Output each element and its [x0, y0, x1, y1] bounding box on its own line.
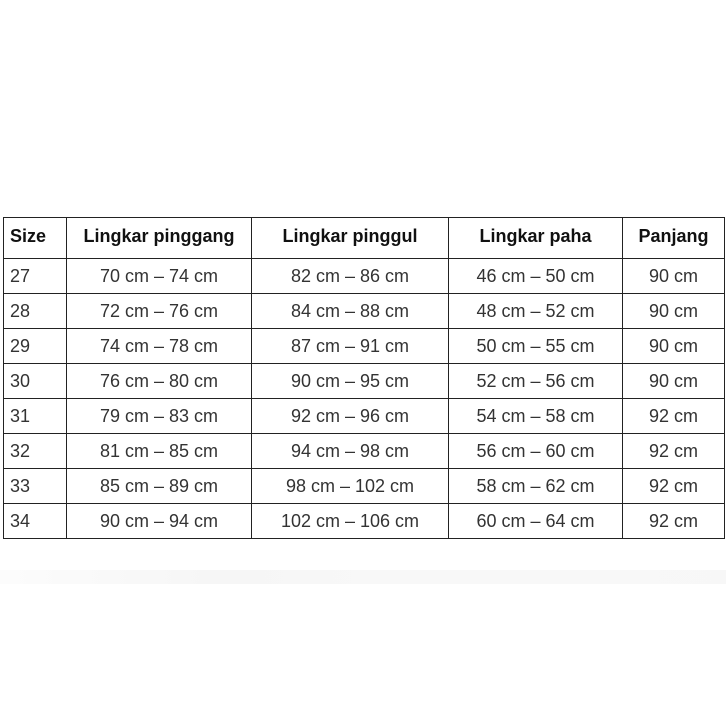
header-size: Size	[4, 218, 67, 259]
cell-thigh: 60 cm – 64 cm	[449, 504, 623, 539]
cell-thigh: 58 cm – 62 cm	[449, 469, 623, 504]
cell-waist: 72 cm – 76 cm	[67, 294, 252, 329]
cell-size: 31	[4, 399, 67, 434]
size-chart-header	[4, 218, 725, 259]
cell-size: 27	[4, 259, 67, 294]
cell-length: 90 cm	[623, 294, 725, 329]
cell-hip: 87 cm – 91 cm	[252, 329, 449, 364]
size-chart-table	[3, 217, 725, 539]
header-thigh: Lingkar paha	[449, 218, 623, 259]
cell-length: 90 cm	[623, 259, 725, 294]
cell-hip: 92 cm – 96 cm	[252, 399, 449, 434]
table-row	[4, 399, 725, 434]
cell-thigh: 46 cm – 50 cm	[449, 259, 623, 294]
cell-size: 33	[4, 469, 67, 504]
cell-waist: 76 cm – 80 cm	[67, 364, 252, 399]
cell-waist: 85 cm – 89 cm	[67, 469, 252, 504]
cell-size: 29	[4, 329, 67, 364]
cell-hip: 98 cm – 102 cm	[252, 469, 449, 504]
cell-size: 34	[4, 504, 67, 539]
cell-thigh: 56 cm – 60 cm	[449, 434, 623, 469]
cell-thigh: 48 cm – 52 cm	[449, 294, 623, 329]
table-row	[4, 364, 725, 399]
cell-hip: 90 cm – 95 cm	[252, 364, 449, 399]
cell-length: 90 cm	[623, 364, 725, 399]
cell-length: 92 cm	[623, 469, 725, 504]
header-hip: Lingkar pinggul	[252, 218, 449, 259]
cell-thigh: 52 cm – 56 cm	[449, 364, 623, 399]
header-waist: Lingkar pinggang	[67, 218, 252, 259]
table-row	[4, 469, 725, 504]
cell-size: 32	[4, 434, 67, 469]
faded-caption-strip	[0, 570, 726, 584]
cell-size: 30	[4, 364, 67, 399]
cell-hip: 94 cm – 98 cm	[252, 434, 449, 469]
table-row	[4, 294, 725, 329]
cell-waist: 79 cm – 83 cm	[67, 399, 252, 434]
size-chart-body	[4, 259, 725, 539]
table-row	[4, 329, 725, 364]
cell-waist: 70 cm – 74 cm	[67, 259, 252, 294]
header-length: Panjang	[623, 218, 725, 259]
cell-length: 92 cm	[623, 399, 725, 434]
table-row	[4, 504, 725, 539]
cell-length: 92 cm	[623, 504, 725, 539]
cell-length: 92 cm	[623, 434, 725, 469]
cell-hip: 82 cm – 86 cm	[252, 259, 449, 294]
cell-size: 28	[4, 294, 67, 329]
cell-thigh: 50 cm – 55 cm	[449, 329, 623, 364]
table-row	[4, 434, 725, 469]
cell-hip: 102 cm – 106 cm	[252, 504, 449, 539]
cell-thigh: 54 cm – 58 cm	[449, 399, 623, 434]
cell-waist: 90 cm – 94 cm	[67, 504, 252, 539]
cell-hip: 84 cm – 88 cm	[252, 294, 449, 329]
table-row	[4, 259, 725, 294]
header-row	[4, 218, 725, 259]
cell-waist: 81 cm – 85 cm	[67, 434, 252, 469]
cell-length: 90 cm	[623, 329, 725, 364]
cell-waist: 74 cm – 78 cm	[67, 329, 252, 364]
